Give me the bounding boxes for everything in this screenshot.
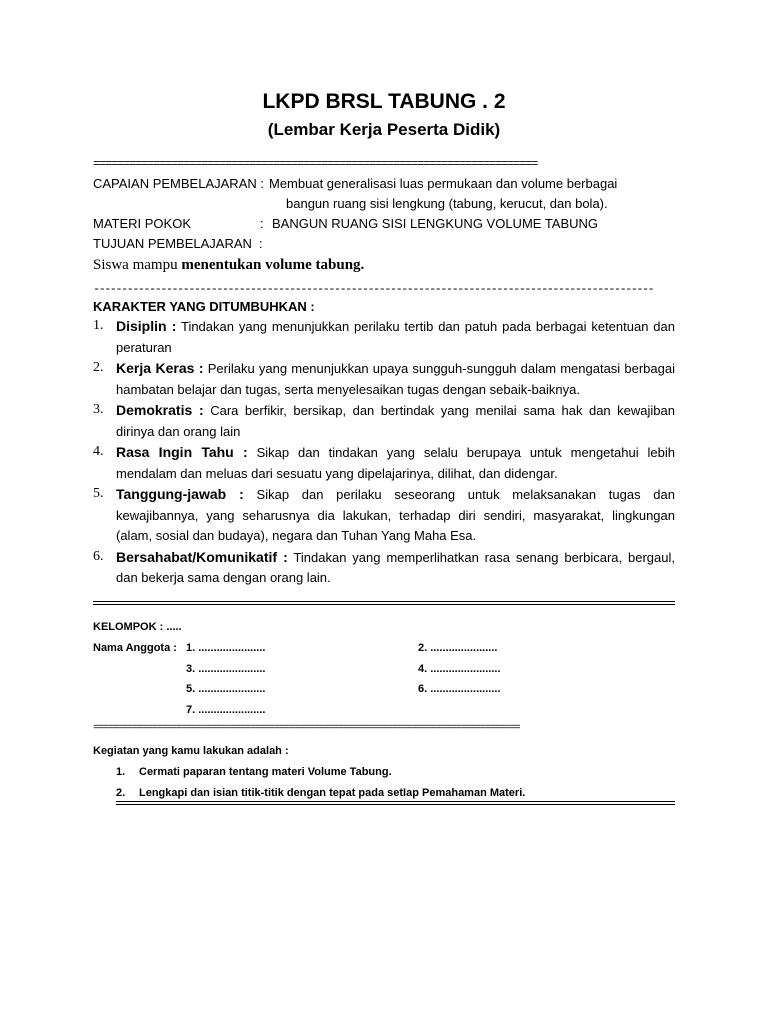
page-subtitle: (Lembar Kerja Peserta Didik): [267, 120, 501, 139]
member-slot: 6. .......................: [418, 683, 501, 695]
karakter-item-term: Disiplin :: [116, 318, 177, 334]
karakter-item-description: Sikap dan perilaku seseorang untuk melaksanakan tugas dan kewajibannya, yang seharusnya dia lakukan, terhadap diri sendiri, masyarakat, lingkungan (alam, sosial dan budaya), negara dan Tuhan Yang Maha Esa.: [116, 487, 675, 543]
capaian-label: CAPAIAN PEMBELAJARAN :: [93, 176, 264, 191]
double-rule-bottom: [116, 801, 675, 805]
karakter-item-number: 5.: [93, 486, 104, 501]
materi-value: BANGUN RUANG SISI LENGKUNG VOLUME TABUNG: [272, 216, 599, 231]
tujuan-statement: [93, 255, 364, 275]
tujuan-colon: :: [259, 236, 263, 251]
kegiatan-item: Lengkapi dan isian titik-titik dengan tepat pada setIap Pemahaman Materi.: [139, 787, 526, 799]
member-slot: 4. .......................: [418, 663, 501, 675]
materi-label: MATERI POKOK: [93, 216, 191, 231]
karakter-item: [93, 547, 675, 589]
karakter-item-description: Cara berfikir, bersikap, dan bertindak yang menilai sama hak dan kewajiban dirinya dan orang lain: [116, 403, 675, 439]
karakter-item-number: 3.: [93, 402, 104, 417]
karakter-item-number: 6.: [93, 548, 104, 564]
member-slot: 1. ......................: [186, 642, 266, 654]
karakter-item-term: Demokratis :: [116, 402, 204, 418]
karakter-item-term: Tanggung-jawab :: [116, 486, 244, 502]
karakter-item-description: Tindakan yang menunjukkan perilaku tertib dan patuh pada berbagai ketentuan dan peraturan: [116, 319, 675, 355]
karakter-item-number: 1.: [93, 318, 104, 333]
kegiatan-num: 1.: [116, 766, 126, 778]
member-slot: 5. ......................: [186, 683, 266, 695]
karakter-item-description: Sikap dan tindakan yang selalu berupaya untuk mengetahui lebih mendalam dan meluas dari sesuatu yang dipelajarinya, dilihat, dan didengar.: [116, 445, 675, 481]
karakter-item-description: Tindakan yang memperlihatkan rasa senang berbicara, bergaul, dan bekerja sama dengan orang lain.: [116, 549, 675, 585]
karakter-item-term: Bersahabat/Komunikatif :: [116, 548, 288, 565]
karakter-item-number: 4.: [93, 444, 104, 459]
materi-colon: :: [260, 216, 264, 231]
karakter-item: [93, 358, 675, 400]
kegiatan-heading: Kegiatan yang kamu lakukan adalah :: [93, 745, 289, 757]
karakter-item-term: Rasa Ingin Tahu :: [116, 444, 248, 460]
karakter-item: [93, 400, 675, 442]
karakter-list: [93, 316, 675, 589]
tujuan-prefix: Siswa mampu: [93, 257, 182, 273]
tujuan-label: TUJUAN PEMBELAJARAN: [93, 236, 252, 251]
page-title: LKPD BRSL TABUNG . 2: [262, 90, 506, 113]
kegiatan-item: Cermati paparan tentang materi Volume Tabung.: [139, 766, 392, 778]
tujuan-bold: menentukan volume tabung.: [181, 257, 365, 273]
kelompok-label: KELOMPOK : .....: [93, 621, 182, 633]
karakter-item-description: Perilaku yang menunjukkan upaya sungguh-sungguh dalam mengatasi berbagai hambatan belajar dan tugas, serta menyelesaikan tugas dengan sebaik-baiknya.: [116, 361, 675, 397]
separator-dashes: ----------------------------------------------------------------------------------------------------: [93, 282, 654, 296]
member-slot: 2. ......................: [418, 642, 498, 654]
double-rule: [93, 601, 675, 605]
karakter-heading: KARAKTER YANG DITUMBUHKAN :: [93, 299, 315, 314]
anggota-label: Nama Anggota :: [93, 642, 177, 654]
karakter-item-term: Kerja Keras :: [116, 360, 204, 376]
capaian-value-line1: Membuat generalisasi luas permukaan dan volume berbagai: [269, 176, 618, 191]
separator-equals: ==========================================================================: [93, 157, 538, 171]
kegiatan-num: 2.: [116, 787, 126, 799]
member-slot: 7. ......................: [186, 704, 266, 716]
member-slot: 3. ......................: [186, 663, 266, 675]
separator-equals-small: =======================================================================================: [93, 723, 520, 734]
karakter-item: [93, 484, 675, 547]
karakter-item: [93, 316, 675, 358]
capaian-value-line2: bangun ruang sisi lengkung (tabung, kerucut, dan bola).: [286, 196, 608, 211]
karakter-item: [93, 442, 675, 484]
karakter-item-number: 2.: [93, 360, 104, 375]
